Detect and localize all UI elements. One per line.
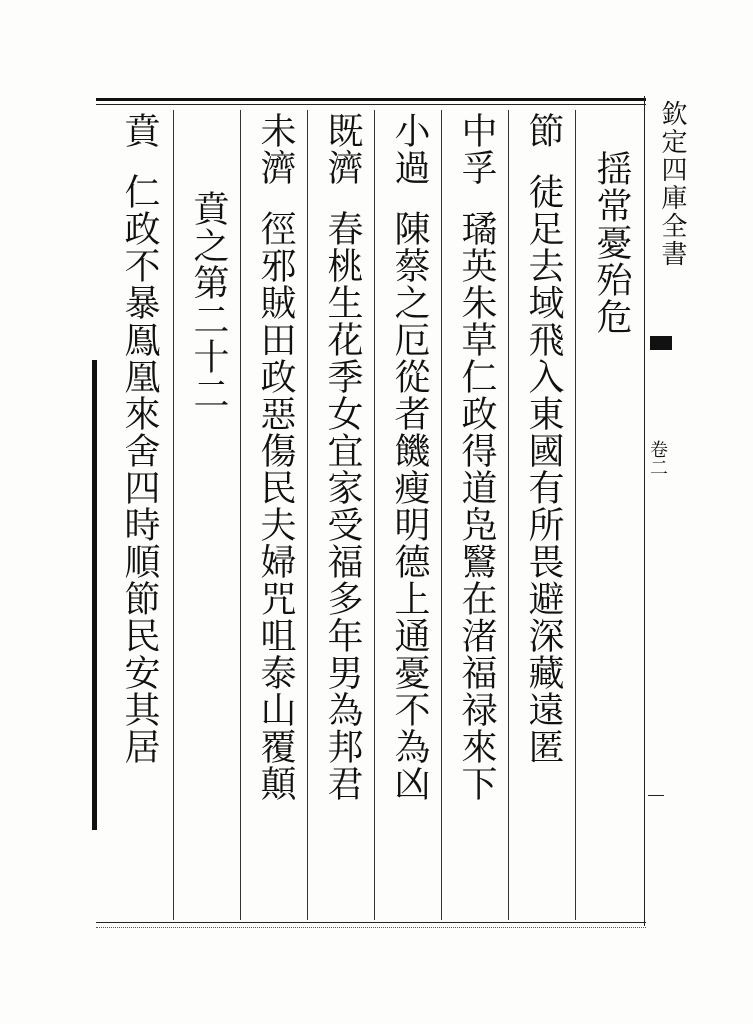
hexagram-name: 節 [523, 112, 564, 149]
column-divider [374, 110, 375, 920]
text-column-7 [187, 190, 229, 412]
margin-fishtail-mark [650, 336, 672, 350]
frame-bottom-dotted-rule [96, 927, 646, 928]
text-column-4 [388, 112, 430, 802]
column-divider [508, 110, 509, 920]
text-column-5 [321, 112, 363, 802]
column-text: 仁政不暴鳯凰來舍四時順節民安其居 [119, 173, 160, 765]
column-divider [307, 110, 308, 920]
margin-title: 欽定四庫全書 [657, 100, 687, 268]
margin-tick [648, 795, 664, 796]
hexagram-name: 中孚 [456, 112, 497, 186]
column-divider [173, 110, 174, 920]
column-text: 璚英朱草仁政得道凫鷖在渚福禄來下 [456, 210, 497, 802]
hexagram-name: 未濟 [255, 112, 296, 186]
hexagram-name: 小過 [389, 112, 430, 186]
hexagram-name: 既濟 [322, 112, 363, 186]
column-divider [240, 110, 241, 920]
frame-left-rule [92, 360, 97, 830]
text-column-6 [254, 112, 296, 802]
column-text: 春桃生花季女宜家受福多年男為邦君 [322, 210, 363, 802]
text-column-2 [522, 112, 564, 765]
text-column-1 [590, 150, 632, 335]
column-text: 徒足去域飛入東國有所畏避深藏遠匿 [523, 173, 564, 765]
frame-top-rule [96, 98, 646, 101]
column-divider [441, 110, 442, 920]
column-text: 陳蔡之厄從者饑瘦明德上通憂不為凶 [389, 210, 430, 802]
column-divider [575, 110, 576, 920]
text-column-3 [455, 112, 497, 802]
hexagram-name: 賁 [119, 112, 160, 149]
chapter-heading: 賁之第二十二 [188, 190, 229, 412]
column-text: 揺常憂殆危 [591, 150, 632, 335]
column-text: 徑邪賊田政惡傷民夫婦咒咀泰山覆顛 [255, 210, 296, 802]
frame-top-inner-rule [96, 104, 646, 105]
text-column-8 [118, 112, 160, 765]
frame-bottom-rule [96, 922, 646, 923]
margin-juan-label: 卷二 [647, 440, 668, 476]
frame-right-rule [644, 96, 645, 926]
